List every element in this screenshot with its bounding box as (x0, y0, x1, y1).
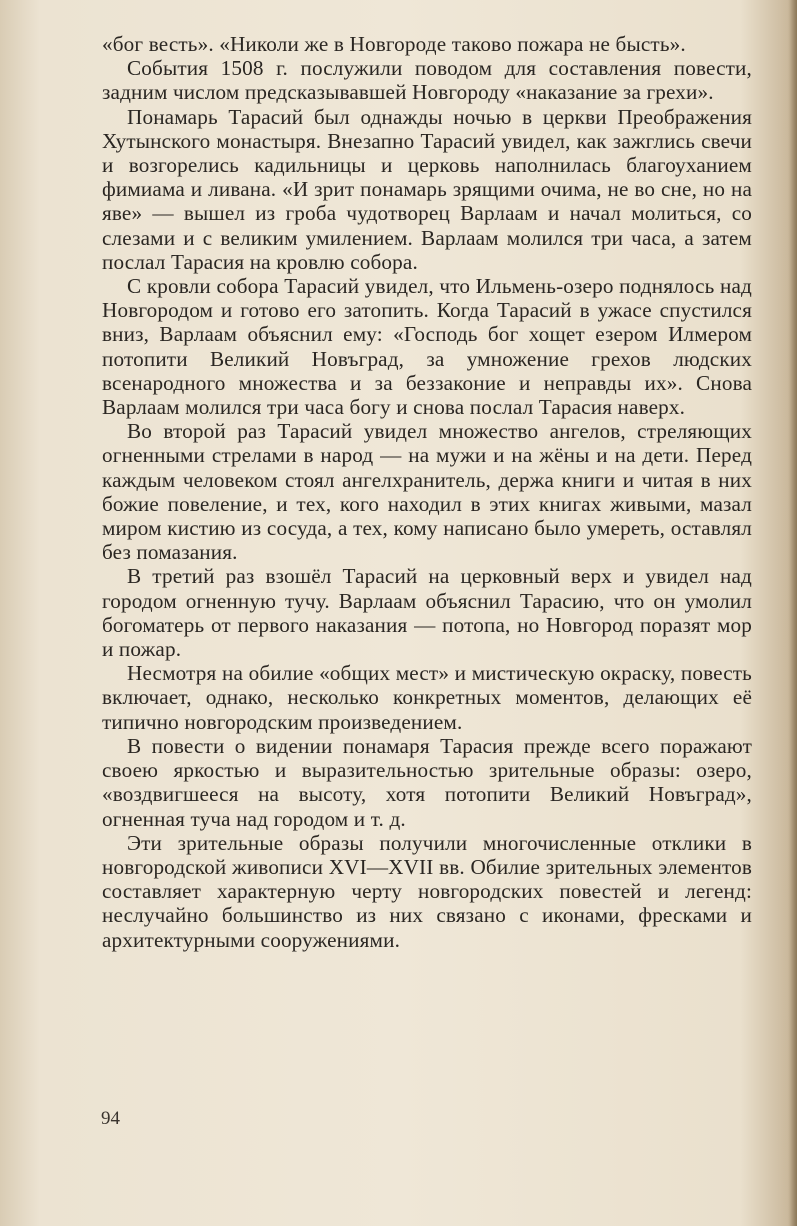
page-number: 94 (101, 1108, 120, 1129)
page-binding-shadow (788, 0, 797, 1226)
paragraph-ponamar-tarasiy: Понамарь Тарасий был однажды ночью в церкви Преображения Хутынского монастыря. Внезапно Тарасий увидел, как зажглись свечи и возгорелись кадильницы и церковь наполнилась благоуханием фимиама и ливана. «И зрит понамарь зрящими очима, не во сне, но на яве» — вышел из гроба чудотворец Варлаам и начал молиться, со слезами и с великим умилением. Варлаам молился три часа, а затем послал Тарасия на кровлю собора. (102, 104, 752, 274)
paragraph-concrete-moments: Несмотря на обилие «общих мест» и мистическую окраску, повесть включает, однако, несколько конкретных моментов, делающих её типично новгородским произведением. (102, 661, 752, 734)
paragraph-painting-echoes: Эти зрительные образы получили многочисленные отклики в новгородской живописи XVI—XVII вв. Обилие зрительных элементов составляет характерную черту новгородских повестей и легенд: неслучайно большинство из них связано с иконами, фресками и архитектурными сооружениями. (102, 830, 752, 952)
paragraph-visual-images: В повести о видении понамаря Тарасия прежде всего поражают своею яркостью и выразительностью зрительные образы: озеро, «воздвигшееся на высоту, хотя потопити Великий Новъград», огненная туча над городом и т. д. (102, 733, 752, 831)
paragraph-continued: «бог весть». «Николи же в Новгороде таково пожара не бысть». (102, 32, 686, 56)
paragraph-third-vision: В третий раз взошёл Тарасий на церковный верх и увидел над городом огненную тучу. Варлаам объяснил Тарасию, что он умолил богоматерь от первого наказания — потопа, но Новгород поразят мор и пожар. (102, 564, 752, 662)
paragraph-events-1508: События 1508 г. послужили поводом для составления повести, задним числом предсказывавшей Новгороду «наказание за грехи». (102, 56, 752, 105)
paragraph-second-vision: Во второй раз Тарасий увидел множество ангелов, стреляющих огненными стрелами в народ — на мужи и на жёны и на дети. Перед каждым человеком стоял ангелхранитель, держа книги и читая в них божие повеление, и тех, кого находил в этих книгах живыми, мазал миром кистию из сосуда, а тех, кому написано было умереть, оставлял без помазания. (102, 419, 752, 565)
page-body-text (102, 32, 752, 952)
paragraph-roof-vision: С кровли собора Тарасий увидел, что Ильмень-озеро поднялось над Новгородом и готово его затопить. Когда Тарасий в ужасе спустился вниз, Варлаам объяснил ему: «Господь бог хощет езером Илмером потопити Великий Новъград, за умножение грехов людских всенародного множества и за беззаконие и неправды их». Снова Варлаам молился три часа богу и снова послал Тарасия наверх. (102, 274, 752, 420)
